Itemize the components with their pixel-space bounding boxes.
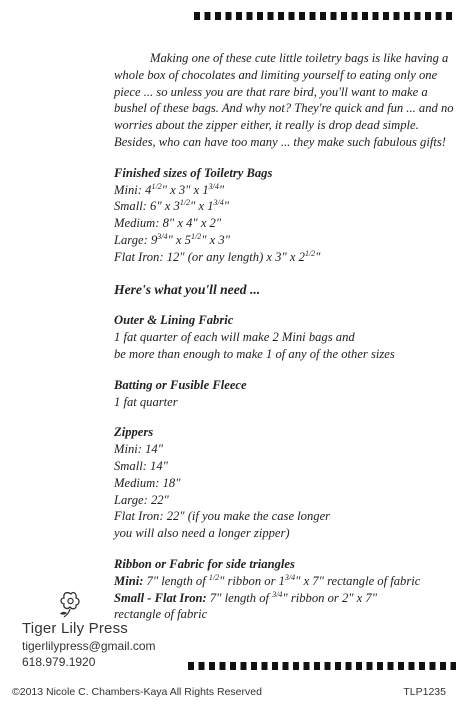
top-dotted-rule	[194, 12, 456, 20]
publisher-block	[22, 620, 156, 670]
outer-lining-section	[114, 312, 454, 362]
batting-section	[114, 377, 454, 411]
size-small: Small: 6" x $3^{1/2}$" x $1^{3/4}$"	[114, 198, 230, 214]
outer-lining-line-1: 1 fat quarter of each will make 2 Mini bags and	[114, 330, 355, 345]
outer-lining-line-2: be more than enough to make 1 of any of the other sizes	[114, 346, 395, 361]
zipper-medium: Medium: 18"	[114, 475, 181, 490]
bottom-dotted-rule	[188, 662, 456, 670]
publisher-email: tigerlilypress@gmail.com	[22, 639, 156, 653]
outer-lining-heading: Outer & Lining Fabric	[114, 313, 234, 328]
zippers-heading: Zippers	[114, 425, 154, 440]
zipper-mini: Mini: 14"	[114, 442, 164, 457]
finished-sizes-heading: Finished sizes of Toiletry Bags	[114, 165, 273, 180]
ribbon-heading: Ribbon or Fabric for side triangles	[114, 556, 295, 571]
copyright-text: ©2013 Nicole C. Chambers-Kaya All Rights Reserved	[12, 686, 262, 698]
publisher-phone: 618.979.1920	[22, 655, 96, 669]
finished-sizes-section	[114, 165, 454, 266]
zipper-large: Large: 22"	[114, 492, 169, 507]
ribbon-small-flat: Small - Flat Iron: 7" length of $^{3/4}$" ribbon or 2" x 7"	[114, 589, 377, 605]
supplies-heading: Here's what you'll need ...	[114, 281, 261, 297]
size-flat-iron: Flat Iron: 12" (or any length) x 3" x $2^{1/2}$"	[114, 248, 321, 264]
size-mini: Mini: $4^{1/2}$" x 3" x $1^{3/4}$"	[114, 181, 225, 197]
zipper-flat-iron: Flat Iron: 22" (if you make the case longer	[114, 509, 331, 524]
zipper-small: Small: 14"	[114, 458, 168, 473]
ribbon-section	[114, 556, 454, 623]
size-medium: Medium: 8" x 4" x 2"	[114, 216, 222, 231]
publisher-name: Tiger Lily Press	[22, 620, 129, 637]
zippers-section	[114, 424, 454, 542]
ribbon-mini: Mini: 7" length of $^{1/2}$" ribbon or $1^{3/4}$" x 7" rectangle of fabric	[114, 572, 421, 588]
pattern-text	[114, 50, 454, 623]
intro-paragraph: Making one of these cute little toiletry bags is like having a whole box of chocolates and limiting yourself to eating only one piece ... so unless you are that rare bird, you'll want to make a bushel of these bags. And why not? They're quick and fun ... and no worries about the zipper either, it really is drop dead simple. Besides, who can have too many ... they make such fabulous gifts!	[114, 51, 454, 149]
batting-line-1: 1 fat quarter	[114, 394, 178, 409]
batting-heading: Batting or Fusible Fleece	[114, 377, 247, 392]
zipper-flat-iron-note: you will also need a longer zipper)	[114, 526, 290, 541]
ribbon-small-flat-line-2: rectangle of fabric	[114, 607, 208, 622]
tiger-lily-logo-icon	[58, 590, 84, 618]
size-large: Large: $9^{3/4}$" x $5^{1/2}$" x 3"	[114, 231, 230, 247]
pattern-code: TLP1235	[403, 686, 446, 698]
